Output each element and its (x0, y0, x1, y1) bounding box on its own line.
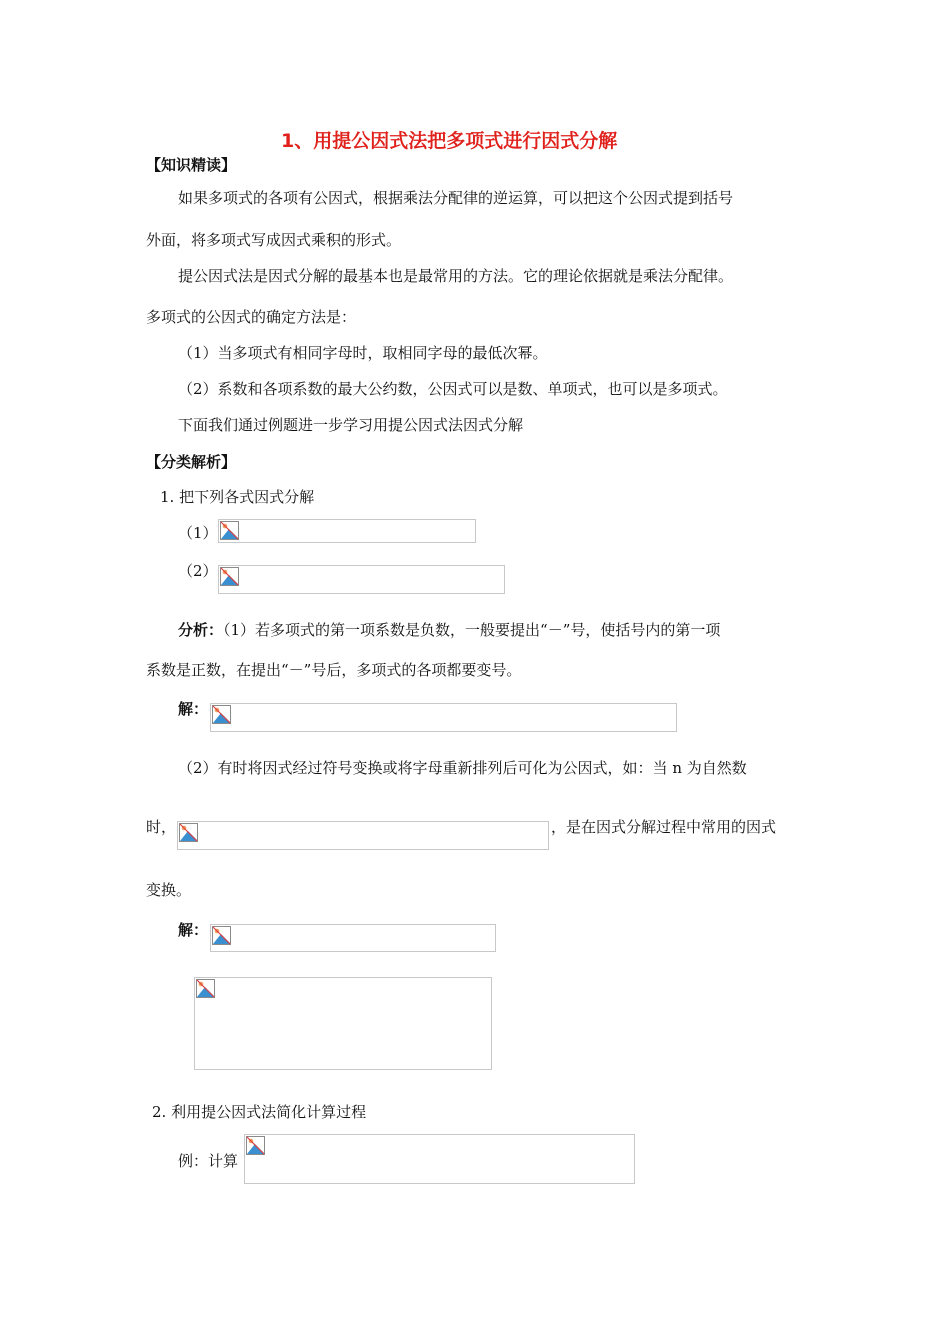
broken-image-icon (220, 567, 239, 586)
formula-image (194, 977, 492, 1070)
rule-2: （2）系数和各项系数的最大公约数，公因式可以是数、单项式，也可以是多项式。 (178, 380, 728, 398)
formula-image (218, 519, 476, 543)
rule-1: （1）当多项式有相同字母时，取相同字母的最低次幂。 (178, 344, 548, 362)
formula-image (210, 703, 677, 732)
paragraph-2-line-1: 提公因式法是因式分解的最基本也是最常用的方法。它的理论依据就是乘法分配律。 (178, 267, 734, 285)
question-2: 2. 利用提公因式法简化计算过程 (152, 1103, 367, 1121)
note-suffix: ，是在因式分解过程中常用的因式 (551, 818, 777, 836)
page-title: 1、用提公因式法把多项式进行因式分解 (281, 130, 618, 152)
formula-image (210, 924, 496, 952)
analysis-label: 分析： (178, 621, 224, 639)
formula-image (244, 1134, 635, 1184)
question-1-item-2-label: （2） (178, 562, 218, 580)
broken-image-icon (179, 823, 198, 842)
analysis-line-2: 系数是正数，在提出“－”号后，多项式的各项都要变号。 (146, 661, 522, 679)
broken-image-icon (212, 926, 231, 945)
analysis-text: （1）若多项式的第一项系数是负数，一般要提出“－”号，使括号内的第一项 (223, 621, 721, 639)
section-heading-knowledge: 【知识精读】 (146, 156, 237, 174)
formula-image (177, 821, 549, 850)
solution-label: 解： (178, 921, 209, 939)
example-label: 例：计算 (178, 1152, 239, 1170)
broken-image-icon (212, 705, 231, 724)
broken-image-icon (220, 521, 239, 540)
paragraph-2-line-2: 多项式的公因式的确定方法是： (146, 308, 357, 326)
broken-image-icon (196, 979, 215, 998)
note-line-1: （2）有时将因式经过符号变换或将字母重新排列后可化为公因式，如：当 n 为自然数 (178, 759, 747, 777)
section-heading-analysis: 【分类解析】 (146, 453, 237, 471)
formula-image (218, 565, 505, 594)
intro-text: 下面我们通过例题进一步学习用提公因式法因式分解 (178, 416, 524, 434)
question-1: 1. 把下列各式因式分解 (160, 488, 315, 506)
broken-image-icon (246, 1136, 265, 1155)
solution-label: 解： (178, 700, 209, 718)
analysis-line-1 (178, 620, 720, 640)
note-line-3: 变换。 (146, 881, 192, 899)
note-prefix: 时， (146, 818, 177, 836)
paragraph-1-line-2: 外面，将多项式写成因式乘积的形式。 (146, 231, 402, 249)
paragraph-1-line-1: 如果多项式的各项有公因式，根据乘法分配律的逆运算，可以把这个公因式提到括号 (178, 189, 734, 207)
question-1-item-1-label: （1） (178, 524, 218, 542)
